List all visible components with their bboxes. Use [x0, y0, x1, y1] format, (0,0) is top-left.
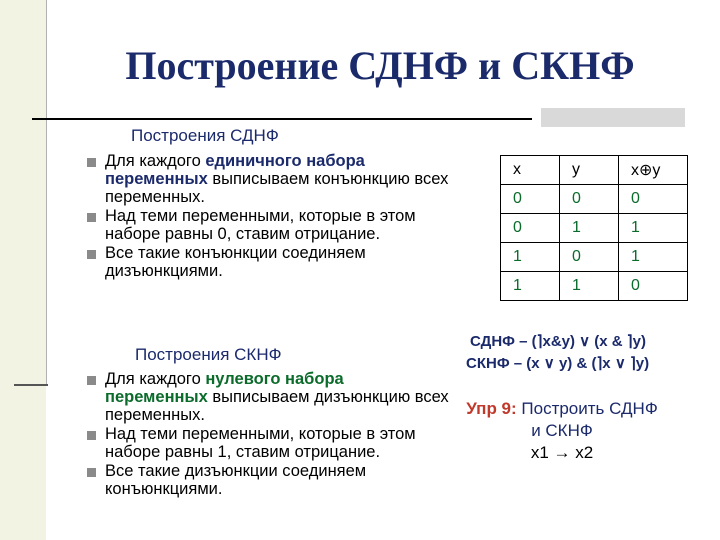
table-cell: 0: [501, 185, 560, 214]
table-cell: 0: [560, 243, 619, 272]
header-y: y: [560, 156, 619, 185]
bullet-square-icon: [87, 250, 96, 259]
sdnf-bullet-list: [0, 152, 450, 281]
bullet-square-icon: [87, 213, 96, 222]
sknf-formula: СКНФ – (x ∨ y) & (⌉x ∨ ⌉y): [466, 355, 650, 372]
table-cell: 1: [501, 272, 560, 301]
sdnf-heading: Построения СДНФ: [131, 126, 279, 145]
table-row: [501, 185, 688, 214]
truth-table: [500, 155, 688, 301]
header-x: x: [501, 156, 560, 185]
sdnf-item-1: Для каждого единичного набора переменных выписываем конъюнкцию всех переменных.: [0, 152, 450, 206]
exercise-block: [462, 398, 662, 464]
sknf-heading: Построения СКНФ: [135, 345, 282, 364]
slide-title: Построение СДНФ и СКНФ: [125, 43, 635, 88]
exercise-text: Построить СДНФ и СКНФ: [516, 399, 658, 440]
table-cell: 0: [619, 272, 688, 301]
header-x-xor-y: x⊕y: [619, 156, 688, 185]
exercise-label: Упр 9:: [466, 399, 517, 418]
exercise-mapping: x1 → x2: [530, 443, 594, 462]
title-underline: [32, 118, 532, 120]
table-row: [501, 243, 688, 272]
sdnf-item-3: Все такие конъюнкции соединяем дизъюнкциями.: [0, 244, 450, 280]
table-cell: 1: [619, 243, 688, 272]
table-cell: 1: [560, 214, 619, 243]
bullet-square-icon: [87, 376, 96, 385]
table-cell: 1: [560, 272, 619, 301]
sknf-bullet-list: [0, 370, 450, 499]
title-accent-bar: [541, 108, 685, 127]
sknf-item-2: Над теми переменными, которые в этом наборе равны 1, ставим отрицание.: [0, 425, 450, 461]
bullet-square-icon: [87, 468, 96, 477]
truth-table-header-row: [501, 156, 688, 185]
table-cell: 0: [560, 185, 619, 214]
table-cell: 0: [501, 214, 560, 243]
bullet-square-icon: [87, 431, 96, 440]
table-cell: 0: [619, 185, 688, 214]
table-row: [501, 214, 688, 243]
sknf-item-3: Все такие дизъюнкции соединяем конъюнкциями.: [0, 462, 450, 498]
bullet-square-icon: [87, 158, 96, 167]
table-row: [501, 272, 688, 301]
sknf-item-1: Для каждого нулевого набора переменных выписываем дизъюнкцию всех переменных.: [0, 370, 450, 424]
sdnf-formula: СДНФ – (⌉x&y) ∨ (x & ⌉y): [470, 333, 647, 350]
table-cell: 1: [619, 214, 688, 243]
sdnf-item-2: Над теми переменными, которые в этом наборе равны 0, ставим отрицание.: [0, 207, 450, 243]
table-cell: 1: [501, 243, 560, 272]
